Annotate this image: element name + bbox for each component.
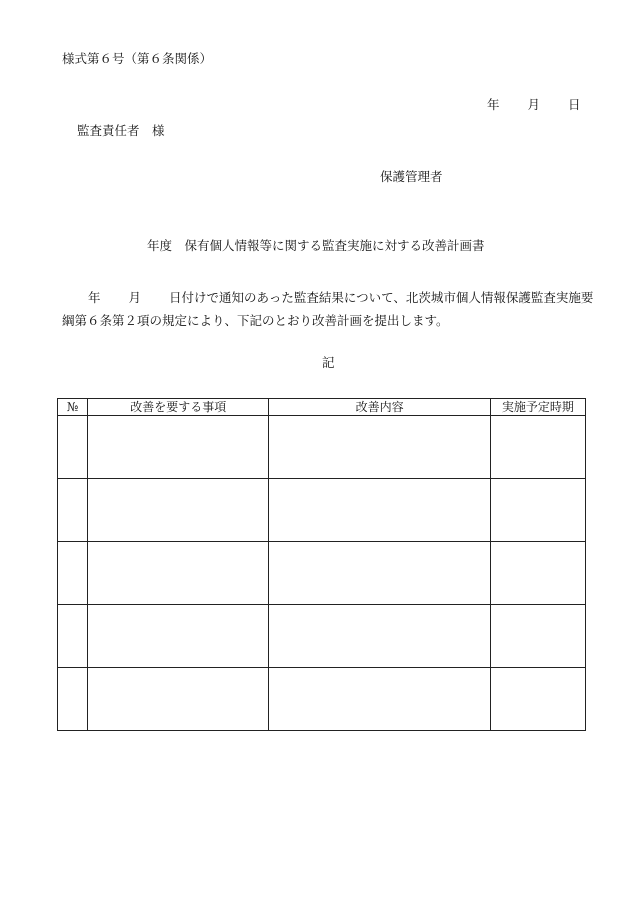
table-cell [269, 668, 490, 731]
header-content: 改善内容 [269, 399, 490, 416]
date-day: 日 [568, 97, 581, 112]
protection-manager: 保護管理者 [380, 169, 443, 184]
table-cell [490, 668, 585, 731]
table-header-row [58, 399, 586, 416]
table-row [58, 605, 586, 668]
table-cell [490, 479, 585, 542]
table-row [58, 479, 586, 542]
header-schedule: 実施予定時期 [490, 399, 585, 416]
table-cell [269, 416, 490, 479]
table-cell [58, 542, 88, 605]
table-cell [88, 479, 269, 542]
ki-heading: 記 [322, 355, 335, 370]
form-number: 様式第６号（第６条関係） [62, 51, 213, 66]
table-cell [58, 416, 88, 479]
table-cell [269, 479, 490, 542]
body-month: 月 [128, 290, 142, 305]
table-row [58, 542, 586, 605]
table-cell [88, 668, 269, 731]
table-row [58, 416, 586, 479]
addressee: 監査責任者 様 [77, 123, 165, 138]
table-cell [88, 605, 269, 668]
table-cell [88, 542, 269, 605]
improvement-plan-table [57, 398, 586, 731]
body-year: 年 [88, 290, 101, 305]
table-cell [490, 542, 585, 605]
table-row [58, 668, 586, 731]
date-year: 年 [487, 97, 500, 112]
date-month: 月 [527, 97, 541, 112]
header-no: № [58, 399, 88, 416]
table-cell [58, 605, 88, 668]
body-paragraph [62, 286, 602, 332]
table-cell [58, 479, 88, 542]
header-items: 改善を要する事項 [88, 399, 269, 416]
body-text: 日付けで通知のあった監査結果について、北茨城市個人情報保護監査実施要綱第６条第２項の規定により、下記のとおり改善計画を提出します。 [62, 290, 594, 328]
document-title: 年度 保有個人情報等に関する監査実施に対する改善計画書 [147, 238, 485, 253]
date-line [487, 99, 581, 112]
table-cell [58, 668, 88, 731]
table-cell [490, 605, 585, 668]
table-cell [269, 542, 490, 605]
table-cell [88, 416, 269, 479]
table-cell [490, 416, 585, 479]
table-cell [269, 605, 490, 668]
